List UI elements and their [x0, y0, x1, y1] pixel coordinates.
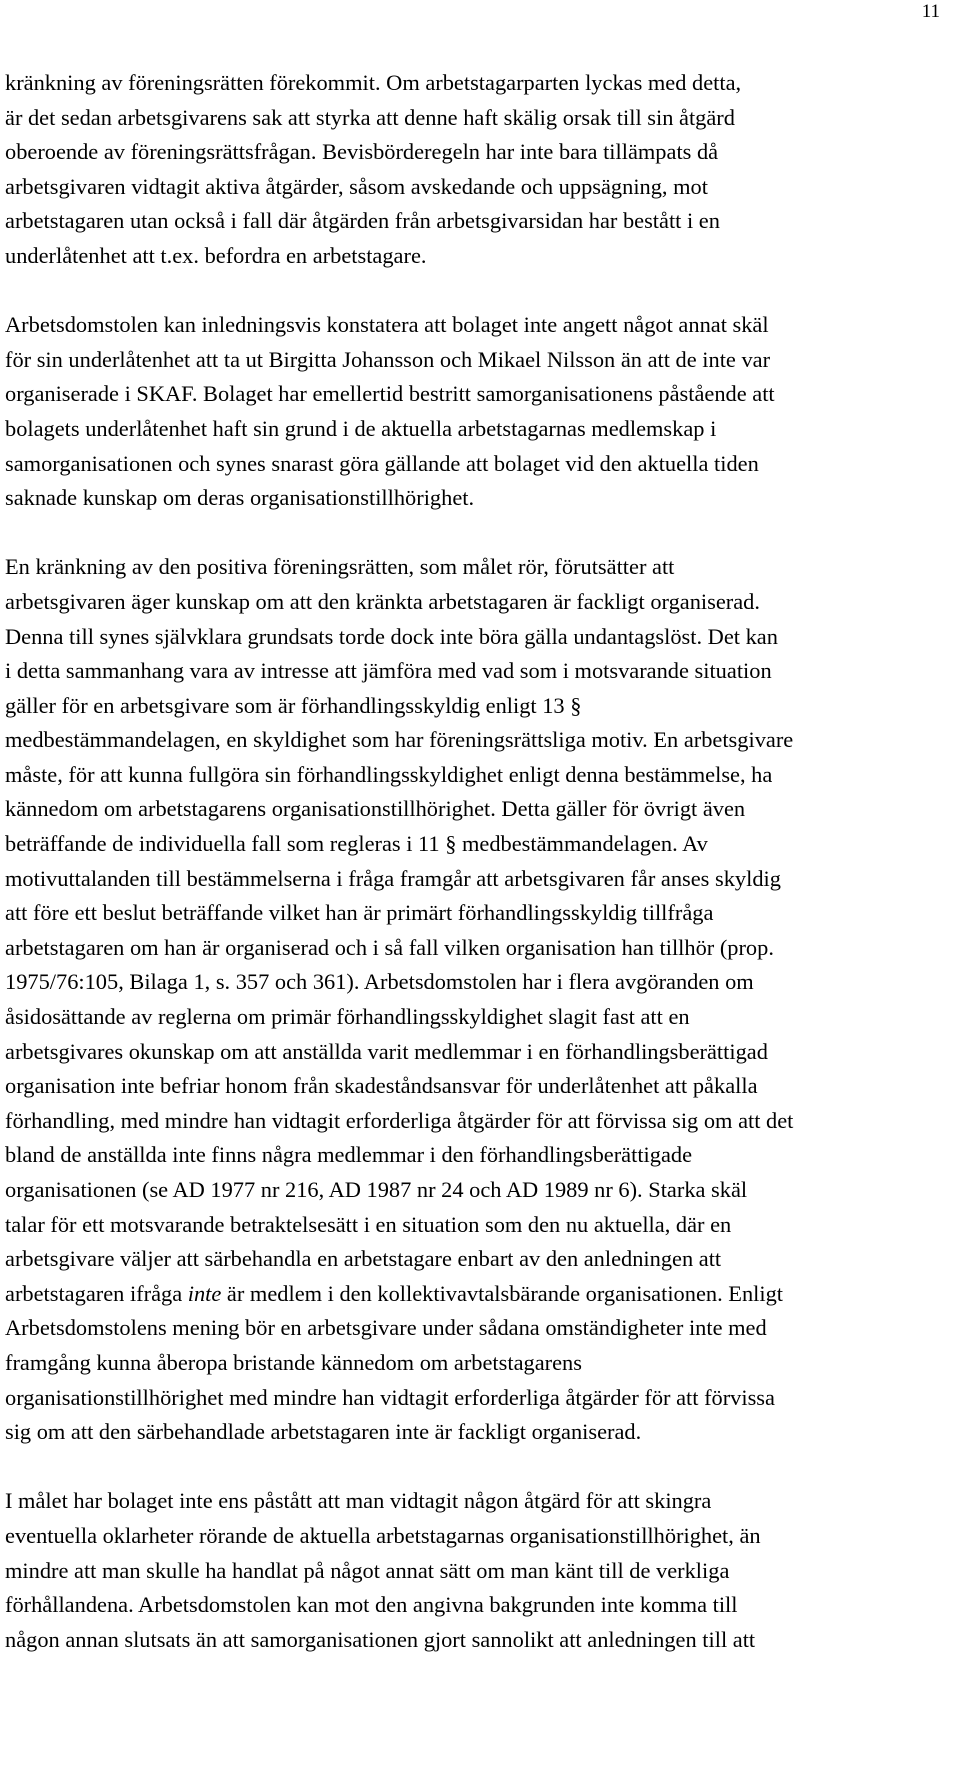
text-line: gäller för en arbetsgivare som är förhandlingsskyldig enligt 13 §	[5, 692, 582, 718]
text-line-with-emphasis	[5, 1277, 955, 1312]
text-line: framgång kunna åberopa bristande kännedom om arbetstagarens	[5, 1349, 582, 1375]
text-line: 1975/76:105, Bilaga 1, s. 357 och 361). Arbetsdomstolen har i flera avgöranden om	[5, 969, 754, 995]
text-line: Arbetsdomstolen kan inledningsvis konstatera att bolaget inte angett något annat skäl	[5, 312, 769, 338]
text-line: En kränkning av den positiva föreningsrätten, som målet rör, förutsätter att	[5, 554, 675, 580]
text-line: mindre att man skulle ha handlat på något annat sätt om man känt till de verkliga	[5, 1557, 730, 1583]
paragraph-spacer	[5, 1450, 955, 1485]
text-line: samorganisationen och synes snarast göra gällande att bolaget vid den aktuella tiden	[5, 450, 759, 476]
text-line: underlåtenhet att t.ex. befordra en arbetstagare.	[5, 242, 427, 268]
text-line: Arbetsdomstolens mening bör en arbetsgivare under sådana omständigheter inte med	[5, 1315, 767, 1341]
paragraph-burden-of-proof	[5, 66, 955, 274]
document-body	[5, 66, 955, 1657]
text-line: i detta sammanhang vara av intresse att jämföra med vad som i motsvarande situation	[5, 658, 772, 684]
text-line: Denna till synes självklara grundsats torde dock inte böra gälla undantagslöst. Det kan	[5, 623, 778, 649]
text-line: beträffande de individuella fall som regleras i 11 § medbestämmandelagen. Av	[5, 831, 708, 857]
text-line: kännedom om arbetstagarens organisationstillhörighet. Detta gäller för övrigt även	[5, 796, 746, 822]
paragraph-spacer	[5, 516, 955, 551]
page-number: 11	[921, 1, 940, 22]
text-line: I målet har bolaget inte ens påstått att man vidtagit någon åtgärd för att skingra	[5, 1488, 712, 1514]
text-line: är det sedan arbetsgivarens sak att styrka att denne haft skälig orsak till sin åtgärd	[5, 104, 735, 130]
text-line: arbetsgivares okunskap om att anställda varit medlemmar i en förhandlingsberättigad	[5, 1038, 768, 1064]
text-line: bland de anställda inte finns några medlemmar i den förhandlingsberättigade	[5, 1142, 693, 1168]
text-line: kränkning av föreningsrätten förekommit. Om arbetstagarparten lyckas med detta,	[5, 70, 742, 95]
text-line: arbetsgivare väljer att särbehandla en arbetstagare enbart av den anledningen att	[5, 1246, 722, 1272]
text-line: saknade kunskap om deras organisationstillhörighet.	[5, 485, 475, 511]
text-line: organisation inte befriar honom från skadeståndsansvar för underlåtenhet att påkalla	[5, 1073, 758, 1099]
text-line: motivuttalanden till bestämmelserna i fråga framgår att arbetsgivaren får anses skyldig	[5, 865, 781, 891]
text-line: arbetsgivaren äger kunskap om att den kränkta arbetstagaren är fackligt organiserad.	[5, 588, 760, 614]
text-segment: är medlem i den kollektivavtalsbärande organisationen. Enligt	[221, 1280, 784, 1306]
text-line: att före ett beslut beträffande vilket han är primärt förhandlingsskyldig tillfråga	[5, 900, 714, 926]
text-line: förhandling, med mindre han vidtagit erforderliga åtgärder för att förvissa sig om att det	[5, 1107, 794, 1133]
text-line: åsidosättande av reglerna om primär förhandlingsskyldighet slagit fast att en	[5, 1004, 690, 1030]
text-line: talar för ett motsvarande betraktelsesätt i en situation som den nu aktuella, där en	[5, 1211, 732, 1237]
text-line: organiserade i SKAF. Bolaget har emellertid bestritt samorganisationens påstående att	[5, 381, 775, 407]
text-line: organisationen (se AD 1977 nr 216, AD 1987 nr 24 och AD 1989 nr 6). Starka skäl	[5, 1177, 748, 1202]
paragraph-conclusion	[5, 1484, 955, 1657]
text-line: för sin underlåtenhet att ta ut Birgitta Johansson och Mikael Nilsson än att de inte var	[5, 346, 771, 372]
text-line: bolagets underlåtenhet haft sin grund i de aktuella arbetstagarnas medlemskap i	[5, 415, 717, 441]
paragraph-knowledge-requirement	[5, 550, 955, 1449]
text-line: arbetstagaren om han är organiserad och i så fall vilken organisation han tillhör (prop.	[5, 934, 774, 960]
text-line: organisationstillhörighet med mindre han vidtagit erforderliga åtgärder för att förvissa	[5, 1384, 775, 1410]
text-line: eventuella oklarheter rörande de aktuella arbetstagarnas organisationstillhörighet, än	[5, 1522, 761, 1548]
text-segment: arbetstagaren ifråga	[5, 1280, 188, 1306]
text-line: någon annan slutsats än att samorganisationen gjort sannolikt att anledningen till att	[5, 1626, 756, 1652]
text-line: medbestämmandelagen, en skyldighet som har föreningsrättsliga motiv. En arbetsgivare	[5, 727, 794, 753]
text-line: måste, för att kunna fullgöra sin förhandlingsskyldighet enligt denna bestämmelse, ha	[5, 761, 773, 787]
text-line: förhållandena. Arbetsdomstolen kan mot den angivna bakgrunden inte komma till	[5, 1592, 738, 1618]
paragraph-initial-findings	[5, 308, 955, 516]
emphasized-word: inte	[187, 1280, 222, 1306]
text-line: oberoende av föreningsrättsfrågan. Bevisbörderegeln har inte bara tillämpats då	[5, 139, 719, 165]
text-line: arbetstagaren utan också i fall där åtgärden från arbetsgivarsidan har bestått i en	[5, 208, 720, 234]
text-line: sig om att den särbehandlade arbetstagaren inte är fackligt organiserad.	[5, 1419, 642, 1445]
paragraph-spacer	[5, 274, 955, 309]
text-line: arbetsgivaren vidtagit aktiva åtgärder, såsom avskedande och uppsägning, mot	[5, 173, 708, 199]
